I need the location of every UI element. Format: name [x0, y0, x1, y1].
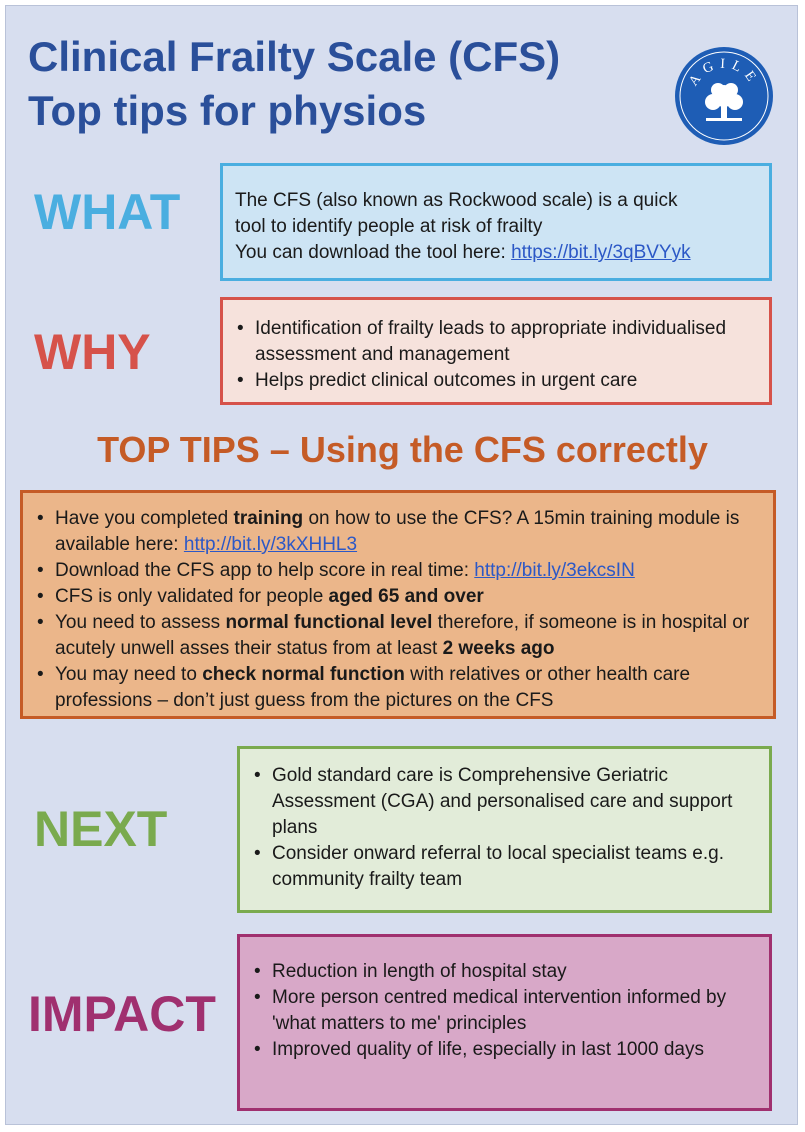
impact-label: IMPACT	[28, 986, 216, 1042]
page-title	[28, 30, 560, 138]
tip-item-app: • Download the CFS app to help score in real time: http://bit.ly/3ekcsIN	[27, 558, 763, 584]
next-item: • Gold standard care is Comprehensive Geriatric Assessment (CGA) and personalised care and support plans	[244, 763, 761, 841]
why-label: WHY	[34, 324, 151, 380]
what-line-1: The CFS (also known as Rockwood scale) is a quick	[235, 190, 678, 211]
training-module-link[interactable]: http://bit.ly/3kXHHL3	[183, 534, 358, 555]
impact-box	[237, 934, 772, 1111]
tip-item-functional-level: • You need to assess normal functional level therefore, if someone is in hospital or acutely unwell asses their status from at least 2 weeks ago	[27, 610, 763, 662]
impact-item: • Improved quality of life, especially in last 1000 days	[244, 1037, 761, 1063]
next-item: • Consider onward referral to local specialist teams e.g. community frailty team	[244, 841, 761, 893]
tip-item-training: • Have you completed training on how to use the CFS? A 15min training module is available here: http://bit.ly/3kXHHL3	[27, 506, 763, 558]
title-line-1: Clinical Frailty Scale (CFS)	[28, 33, 561, 80]
impact-item: • More person centred medical intervention informed by 'what matters to me' principles	[244, 985, 761, 1037]
cfs-app-link[interactable]: http://bit.ly/3ekcsIN	[474, 560, 635, 581]
what-label: WHAT	[34, 184, 181, 240]
logo-text: AGILE	[686, 56, 762, 90]
impact-item: • Reduction in length of hospital stay	[244, 959, 761, 985]
why-box	[220, 297, 772, 405]
tip-item-check-function: • You may need to check normal function with relatives or other health care professions – don’t just guess from the pictures on the CFS	[27, 662, 763, 714]
top-tips-box	[20, 490, 776, 719]
title-line-2: Top tips for physios	[28, 87, 427, 134]
what-line-2: tool to identify people at risk of frailty	[235, 216, 543, 237]
what-line-3	[235, 240, 757, 266]
what-download-text: You can download the tool here:	[235, 242, 512, 263]
next-label: NEXT	[34, 801, 168, 857]
why-item: • Helps predict clinical outcomes in urgent care	[227, 368, 761, 394]
next-box	[237, 746, 772, 913]
infographic-page	[5, 5, 798, 1125]
tool-download-link[interactable]: https://bit.ly/3qBVYyk	[511, 242, 691, 263]
top-tips-heading: TOP TIPS – Using the CFS correctly	[97, 429, 708, 470]
why-item: • Identification of frailty leads to appropriate individualised assessment and management	[227, 316, 761, 368]
agile-logo	[674, 46, 774, 146]
tip-item-age: • CFS is only validated for people aged 65 and over	[27, 584, 763, 610]
what-box	[220, 163, 772, 281]
